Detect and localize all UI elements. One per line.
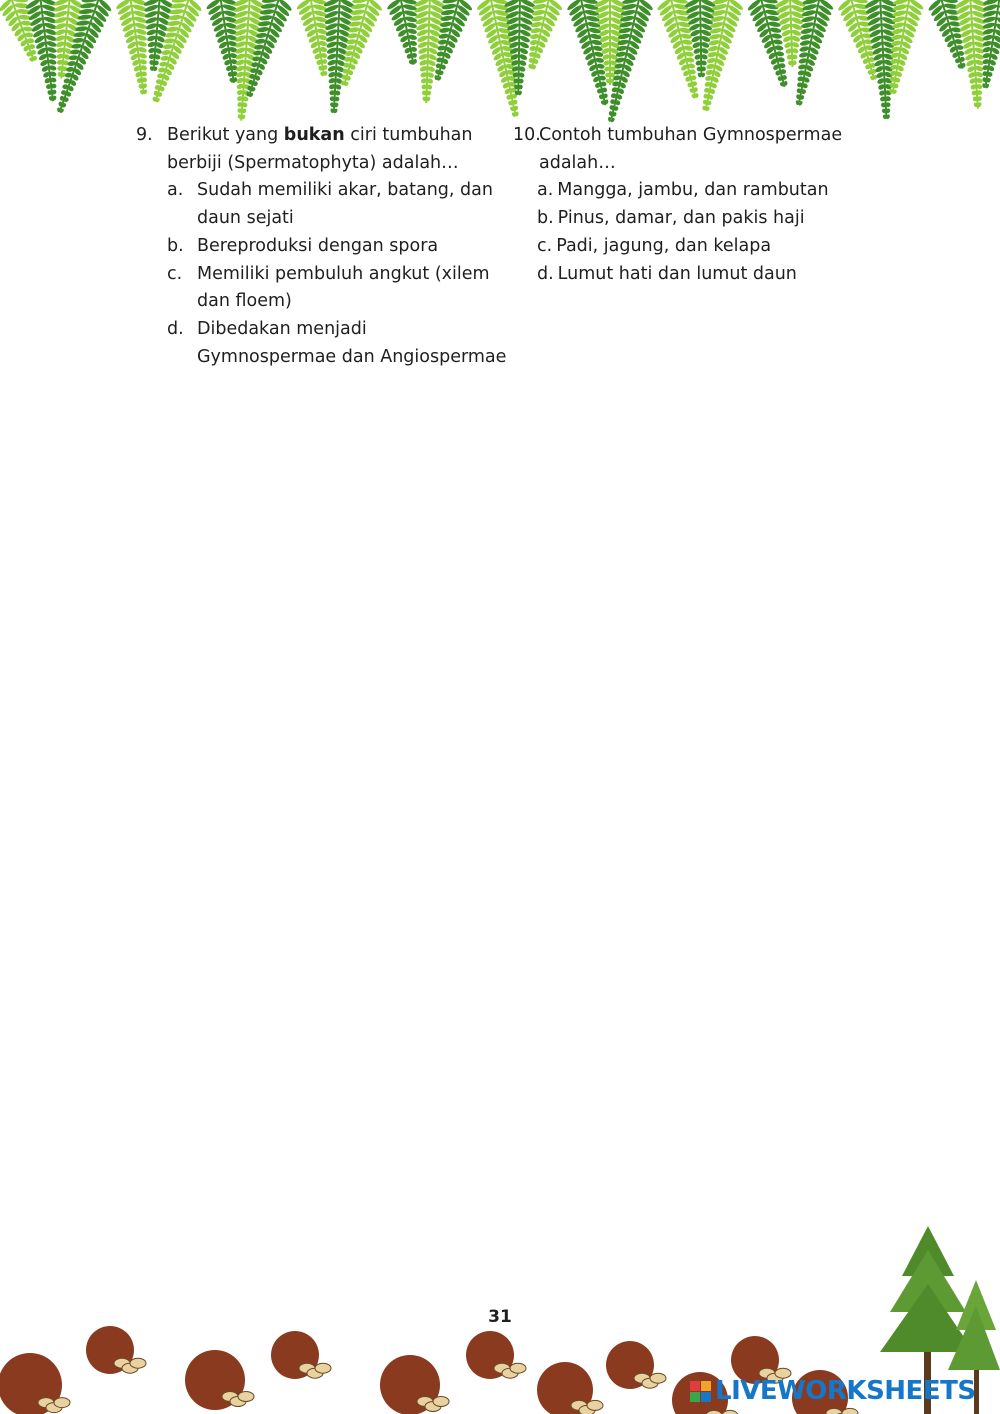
pine-cone-icon [86, 1326, 146, 1374]
page-number: 31 [488, 1307, 512, 1327]
option-a[interactable]: a. Sudah memiliki akar, batang, dan daun sejati [167, 180, 493, 229]
emphasis-word: bukan [283, 125, 345, 145]
question-text: Berikut yang bukan ciri tumbuhan berbiji (Spermatophyta) adalah… [167, 125, 473, 173]
pine-cone-icon [466, 1331, 526, 1379]
pine-cone-icon [606, 1341, 666, 1389]
option-a[interactable]: a. Mangga, jambu, dan rambutan [537, 180, 829, 201]
liveworksheets-logo [690, 1375, 976, 1407]
question-number: 9. [136, 125, 153, 145]
option-d[interactable]: d. Dibedakan menjadi Gymnospermae dan Angiospermae [167, 318, 507, 367]
watermark-text: LIVEWORKSHEETS [715, 1376, 976, 1406]
question-number: 10. [513, 125, 541, 145]
option-list [537, 177, 893, 288]
option-c[interactable]: c. Memiliki pembuluh angkut (xilem dan floem) [167, 263, 490, 312]
question-9 [136, 122, 508, 371]
option-list [167, 177, 508, 371]
pine-cone-icon [380, 1355, 449, 1414]
pine-cone-icon [0, 1353, 70, 1414]
option-b[interactable]: b. Pinus, damar, dan pakis haji [537, 208, 805, 229]
pine-cone-icon [185, 1350, 254, 1410]
pine-cone-icon [271, 1331, 331, 1379]
pine-cone-icon [537, 1362, 603, 1414]
option-d[interactable]: d. Lumut hati dan lumut daun [537, 263, 797, 284]
question-text: Contoh tumbuhan Gymnospermae adalah… [539, 125, 843, 173]
question-10 [513, 122, 893, 288]
option-c[interactable]: c. Padi, jagung, dan kelapa [537, 235, 772, 256]
liveworksheets-icon [690, 1381, 711, 1402]
fern-border-decoration [0, 0, 1000, 135]
option-b[interactable]: b. Bereproduksi dengan spora [167, 235, 439, 256]
